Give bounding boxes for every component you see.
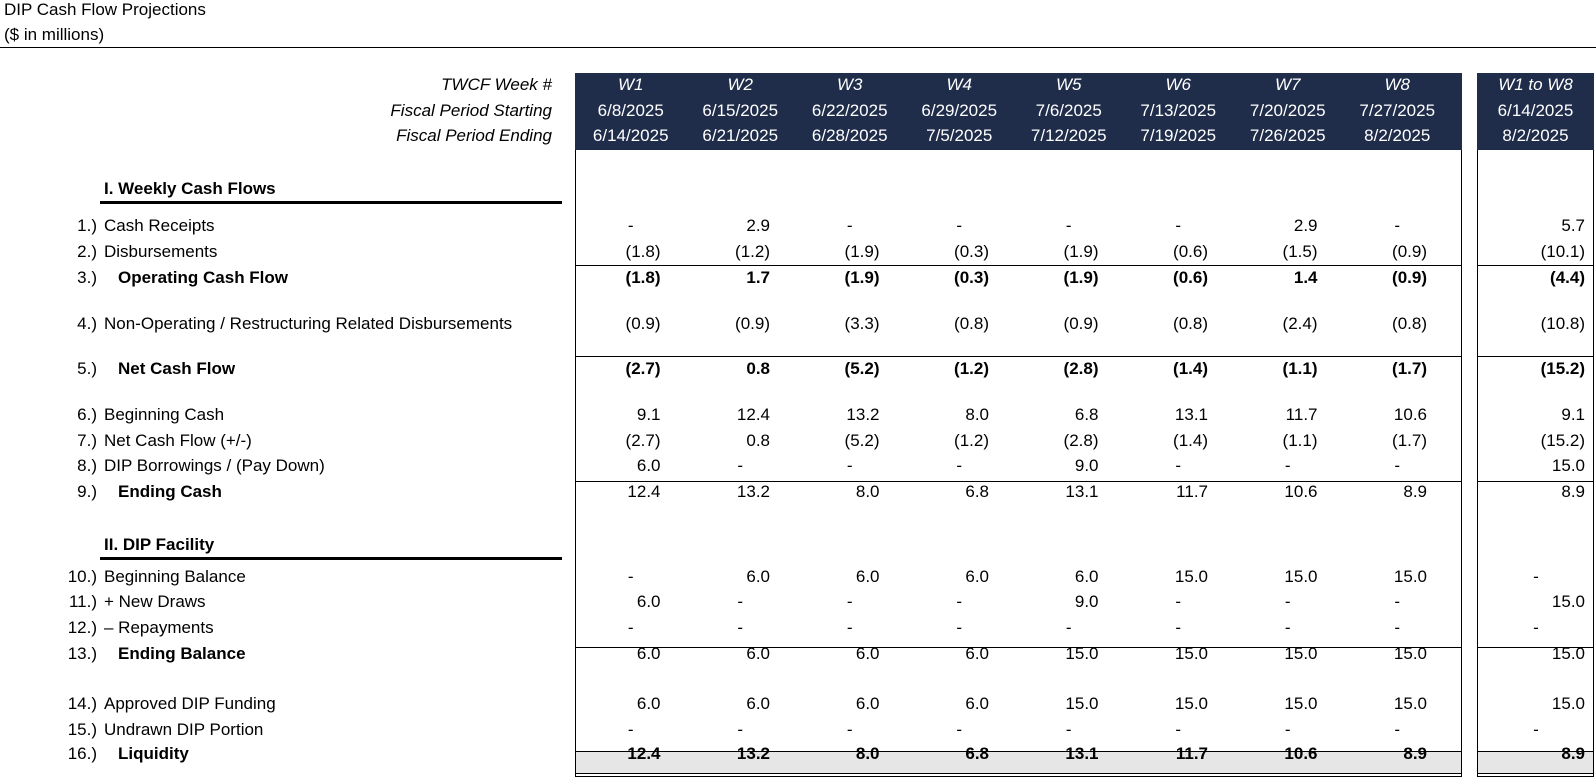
header-total-period-end: 8/2/2025 [1502,126,1569,145]
value-cell-w4: (1.2) [954,359,989,378]
value-cell-w3: - [846,618,853,637]
value-cell-w8: - [1394,216,1401,235]
value-cell-w7: 10.6 [1284,744,1318,763]
value-cell-w5: (1.9) [1063,268,1099,287]
value-cell-w1: 6.0 [636,644,661,663]
value-cell-w2: 6.0 [746,567,770,586]
value-cell-w5: 6.8 [1074,405,1099,424]
row-number: 10.) [67,567,97,586]
row-label: + New Draws [104,592,206,611]
value-cell-w5: (1.9) [1063,242,1099,261]
value-cell-w6: 15.0 [1174,694,1208,713]
value-cell-w7: 11.7 [1285,405,1318,424]
value-cell-w7: - [1284,618,1291,637]
row-label: Approved DIP Funding [104,694,276,713]
value-cell-w5: 9.0 [1074,456,1099,475]
report-title: DIP Cash Flow Projections [4,0,206,19]
section-heading-weekly-cash-flows: I. Weekly Cash Flows [104,179,276,198]
total-cell: 5.7 [1561,216,1585,235]
value-cell-w3: - [846,216,853,235]
value-cell-w3: 8.0 [855,744,880,763]
row-label: Cash Receipts [104,216,215,235]
value-cell-w6: (0.6) [1173,268,1208,287]
value-cell-w1: 6.0 [636,456,661,475]
header-week-label-w5: W5 [1056,75,1082,94]
value-cell-w8: (0.8) [1392,314,1427,333]
section-rule [100,557,562,560]
value-cell-w3: (5.2) [844,359,880,378]
total-cell: - [1533,720,1539,739]
value-cell-w4: 6.0 [965,694,989,713]
value-cell-w4: - [956,618,963,637]
value-cell-w6: (0.8) [1173,314,1208,333]
value-cell-w6: - [1175,216,1182,235]
value-cell-w2: 6.0 [746,644,770,663]
value-cell-w4: - [956,592,963,611]
title-divider [0,47,1596,48]
header-label-week: TWCF Week # [441,75,552,94]
total-cell: (10.8) [1540,314,1585,333]
value-cell-w6: 15.0 [1174,644,1208,663]
value-cell-w4: 6.8 [965,482,989,501]
value-cell-w1: 12.4 [627,482,661,501]
value-cell-w7: - [1284,592,1291,611]
value-cell-w4: (1.2) [954,431,989,450]
row-number: 3.) [77,268,97,287]
value-cell-w4: 6.0 [965,644,989,663]
value-cell-w2: (1.2) [735,242,770,261]
value-cell-w7: (1.5) [1282,242,1318,261]
value-cell-w2: 0.8 [746,431,770,450]
row-number: 16.) [67,744,97,763]
value-cell-w8: (1.7) [1392,431,1427,450]
value-cell-w7: 10.6 [1284,482,1318,501]
value-cell-w4: - [956,216,963,235]
header-period-end-w2: 6/21/2025 [702,126,779,145]
value-cell-w4: - [956,720,963,739]
row-number: 1.) [77,216,97,235]
value-cell-w2: (0.9) [735,314,770,333]
value-cell-w8: - [1394,720,1401,739]
row-label: Disbursements [104,242,218,261]
row-number: 15.) [67,720,97,739]
value-cell-w1: - [627,216,634,235]
total-cell: 8.9 [1561,744,1585,763]
value-cell-w4: (0.3) [954,242,989,261]
value-cell-w1: 6.0 [636,694,661,713]
row-label: DIP Borrowings / (Pay Down) [104,456,325,475]
row-label: Beginning Balance [104,567,246,586]
value-cell-w5: - [1065,720,1072,739]
header-period-end-w5: 7/12/2025 [1030,126,1107,145]
total-cell: (10.1) [1540,242,1585,261]
value-cell-w8: (1.7) [1392,359,1427,378]
row-label: Non-Operating / Restructuring Related Disbursements [104,314,513,333]
value-cell-w4: 8.0 [965,405,989,424]
header-period-end-w4: 7/5/2025 [926,126,993,145]
value-cell-w6: (1.4) [1173,431,1208,450]
value-cell-w5: 15.0 [1065,644,1099,663]
value-cell-w6: (1.4) [1173,359,1208,378]
value-cell-w7: 2.9 [1293,216,1318,235]
row-label: Net Cash Flow [118,359,236,378]
value-cell-w1: (0.9) [625,314,661,333]
value-cell-w1: (1.8) [625,268,661,287]
value-cell-w6: - [1175,456,1182,475]
row-label: Ending Cash [118,482,222,501]
value-cell-w1: (2.7) [625,359,661,378]
value-cell-w2: 0.8 [746,359,770,378]
value-cell-w2: - [737,592,744,611]
value-cell-w2: 12.4 [736,405,770,424]
value-cell-w8: 8.9 [1403,744,1427,763]
value-cell-w3: 6.0 [855,694,880,713]
header-week-label-w2: W2 [727,75,753,94]
value-cell-w5: (2.8) [1063,359,1099,378]
value-cell-w5: 13.1 [1065,482,1099,501]
row-number: 4.) [77,314,97,333]
row-number: 14.) [67,694,97,713]
value-cell-w5: (0.9) [1063,314,1099,333]
double-underline [575,773,1462,777]
header-period-end-w1: 6/14/2025 [592,126,669,145]
total-cell: 15.0 [1551,456,1585,475]
header-period-start-w6: 7/13/2025 [1140,101,1217,120]
value-cell-w1: - [627,618,634,637]
header-period-end-w8: 8/2/2025 [1364,126,1431,145]
row-label: Liquidity [118,744,189,763]
row-number: 2.) [77,242,97,261]
value-cell-w2: 13.2 [736,744,770,763]
total-cell: - [1533,618,1539,637]
header-period-end-w7: 7/26/2025 [1249,126,1326,145]
column-border [1461,150,1462,777]
value-cell-w4: 6.8 [965,744,989,763]
value-cell-w7: (1.1) [1282,431,1318,450]
value-cell-w1: 9.1 [636,405,661,424]
header-total-week-label: W1 to W8 [1498,75,1573,94]
section-heading-dip-facility: II. DIP Facility [104,535,215,554]
value-cell-w8: (0.9) [1392,242,1427,261]
value-cell-w2: - [737,456,744,475]
value-cell-w8: 15.0 [1393,694,1427,713]
value-cell-w3: (1.9) [844,242,880,261]
value-cell-w5: 15.0 [1065,694,1099,713]
double-underline [1477,773,1594,777]
value-cell-w2: - [737,720,744,739]
value-cell-w4: - [956,456,963,475]
value-cell-w7: (2.4) [1282,314,1318,333]
column-border [1593,150,1594,777]
value-cell-w8: 15.0 [1393,644,1427,663]
value-cell-w5: 9.0 [1074,592,1099,611]
value-cell-w3: - [846,720,853,739]
total-cell: 9.1 [1561,405,1585,424]
header-week-label-w7: W7 [1275,75,1301,94]
row-number: 7.) [77,431,97,450]
value-cell-w1: 12.4 [627,744,661,763]
value-cell-w1: 6.0 [636,592,661,611]
header-period-start-w3: 6/22/2025 [811,101,888,120]
value-cell-w1: - [627,720,634,739]
row-label: Ending Balance [118,644,246,663]
value-cell-w8: 8.9 [1403,482,1427,501]
value-cell-w2: 6.0 [746,694,770,713]
value-cell-w1: - [627,567,634,586]
row-label: – Repayments [104,618,214,637]
value-cell-w3: (3.3) [844,314,880,333]
row-number: 13.) [67,644,97,663]
value-cell-w5: 6.0 [1074,567,1099,586]
header-period-start-w7: 7/20/2025 [1249,101,1326,120]
value-cell-w1: (2.7) [625,431,661,450]
value-cell-w8: 10.6 [1393,405,1427,424]
value-cell-w6: 13.1 [1174,405,1208,424]
value-cell-w6: 11.7 [1175,744,1208,763]
value-cell-w7: (1.1) [1282,359,1318,378]
value-cell-w6: 15.0 [1174,567,1208,586]
row-number: 12.) [67,618,97,637]
value-cell-w6: - [1175,592,1182,611]
header-label-period-end: Fiscal Period Ending [396,126,552,145]
row-number: 5.) [77,359,97,378]
total-cell: (15.2) [1540,359,1585,378]
row-label: Undrawn DIP Portion [104,720,264,739]
value-cell-w7: - [1284,456,1291,475]
row-label: Beginning Cash [104,405,225,424]
header-week-label-w1: W1 [618,75,644,94]
section-rule [100,201,562,204]
value-cell-w2: 2.9 [746,216,770,235]
total-cell: 15.0 [1551,592,1585,611]
value-cell-w5: (2.8) [1063,431,1099,450]
value-cell-w1: (1.8) [625,242,661,261]
header-period-start-w8: 7/27/2025 [1359,101,1436,120]
value-cell-w2: 1.7 [746,268,770,287]
value-cell-w8: - [1394,618,1401,637]
value-cell-w3: - [846,456,853,475]
value-cell-w3: (5.2) [844,431,880,450]
row-number: 6.) [77,405,97,424]
header-period-start-w4: 6/29/2025 [921,101,998,120]
value-cell-w8: 15.0 [1393,567,1427,586]
value-cell-w5: - [1065,618,1072,637]
header-period-start-w1: 6/8/2025 [597,101,664,120]
value-cell-w6: (0.6) [1173,242,1208,261]
value-cell-w3: 8.0 [855,482,880,501]
value-cell-w4: (0.8) [954,314,989,333]
value-cell-w3: (1.9) [844,268,880,287]
header-period-end-w3: 6/28/2025 [811,126,888,145]
header-week-label-w8: W8 [1384,75,1410,94]
value-cell-w6: 11.7 [1176,482,1208,501]
row-number: 8.) [77,456,97,475]
report-subtitle: ($ in millions) [4,25,105,44]
value-cell-w7: 15.0 [1284,644,1318,663]
header-period-start-w2: 6/15/2025 [702,101,779,120]
header-label-period-start: Fiscal Period Starting [390,101,552,120]
total-cell: (4.4) [1550,268,1585,287]
row-number: 9.) [77,482,97,501]
value-cell-w8: - [1394,592,1401,611]
total-cell: - [1533,567,1539,586]
value-cell-w8: - [1394,456,1401,475]
value-cell-w3: 6.0 [855,567,880,586]
value-cell-w5: - [1065,216,1072,235]
value-cell-w5: 13.1 [1065,744,1099,763]
value-cell-w3: 6.0 [855,644,880,663]
total-cell: 8.9 [1561,482,1585,501]
value-cell-w7: 1.4 [1293,268,1318,287]
header-period-end-w6: 7/19/2025 [1140,126,1217,145]
value-cell-w7: 15.0 [1284,694,1318,713]
row-number: 11.) [68,592,97,611]
row-label: Net Cash Flow (+/-) [104,431,252,450]
value-cell-w6: - [1175,720,1182,739]
value-cell-w4: 6.0 [965,567,989,586]
value-cell-w2: - [737,618,744,637]
total-cell: (15.2) [1540,431,1585,450]
header-total-period-start: 6/14/2025 [1497,101,1574,120]
header-week-label-w3: W3 [837,75,863,94]
value-cell-w8: (0.9) [1392,268,1427,287]
header-period-start-w5: 7/6/2025 [1035,101,1102,120]
value-cell-w6: - [1175,618,1182,637]
value-cell-w3: - [846,592,853,611]
value-cell-w2: 13.2 [736,482,770,501]
total-cell: 15.0 [1551,644,1585,663]
row-label: Operating Cash Flow [118,268,289,287]
total-cell: 15.0 [1551,694,1585,713]
value-cell-w7: 15.0 [1284,567,1318,586]
value-cell-w4: (0.3) [954,268,989,287]
header-week-label-w4: W4 [946,75,972,94]
value-cell-w7: - [1284,720,1291,739]
header-week-label-w6: W6 [1165,75,1191,94]
value-cell-w3: 13.2 [846,405,880,424]
